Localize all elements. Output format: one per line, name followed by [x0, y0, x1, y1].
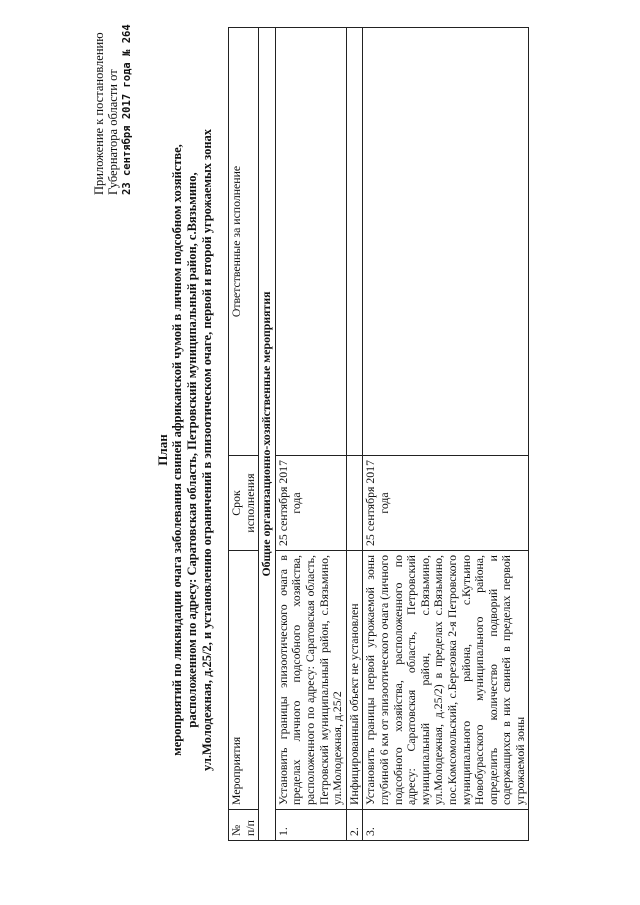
- header-term: Срок исполнения: [229, 456, 259, 551]
- row-measure: Установить границы эпизоотического очага в пределах личного подсобного хозяйства, расположенного по адресу: Саратовская область, Петровский муниципальный район, с.Вязьмино, ул.Молодежная, д.25/2: [275, 551, 346, 810]
- document-title: [155, 55, 215, 845]
- row-measure: Установить границы первой угрожаемой зоны глубиной 6 км от эпизоотического очага (личного подсобного хозяйства, расположенного по адресу: Саратовская область, Петровский муниципальный район, с.Вязьмино, ул.Молодежная, д.25/2) в пределах с.Вязьмино, пос.Комсомольский, с.Березовка 2-я Петровского муниципального района, с.Кутьино Новобурасского муниципального района, определить количество подворий и содержащихся в них свиней в пределах первой угрожаемой зоны: [363, 551, 529, 810]
- row-term: 25 сентября 2017 года: [275, 456, 346, 551]
- table-row: [346, 28, 363, 841]
- row-num: 1.: [275, 810, 346, 841]
- row-responsible: [275, 28, 346, 456]
- plan-table: [228, 27, 529, 841]
- row-num: 2.: [346, 810, 363, 841]
- table-header-row: [229, 28, 259, 841]
- appendix-line-2: Губернатора области от: [106, 69, 120, 195]
- title-line-3: ул.Молодежная, д.25/2, и установлению ограничений в эпизоотическом очаге, первой и второй угрожаемых зонах: [200, 128, 214, 772]
- row-responsible: [346, 28, 363, 456]
- table-row: [363, 28, 529, 841]
- row-num: 3.: [363, 810, 529, 841]
- title-heading: План: [155, 434, 170, 466]
- table-row: [275, 28, 346, 841]
- title-line-2: расположенном по адресу: Саратовская область, Петровский муниципальный район, с.Вязьмино,: [185, 172, 199, 728]
- section-row: [259, 28, 276, 841]
- row-responsible: [363, 28, 529, 456]
- header-measures: Мероприятия: [229, 551, 259, 810]
- row-term: [346, 456, 363, 551]
- header-num: № п/п: [229, 810, 259, 841]
- appendix-stamp: 23 сентября 2017 года № 264: [121, 24, 133, 195]
- appendix-line-1: Приложение к постановлению: [92, 32, 106, 195]
- section-title: Общие организационно-хозяйственные мероприятия: [259, 28, 276, 841]
- header-responsible: Ответственные за исполнение: [229, 28, 259, 456]
- appendix-note: [92, 24, 134, 195]
- title-line-1: мероприятий по ликвидации очага заболевания свиней африканской чумой в личном подсобном хозяйстве,: [170, 144, 184, 756]
- row-measure: Инфицированный объект не установлен: [346, 551, 363, 810]
- row-term: 25 сентября 2017 года: [363, 456, 529, 551]
